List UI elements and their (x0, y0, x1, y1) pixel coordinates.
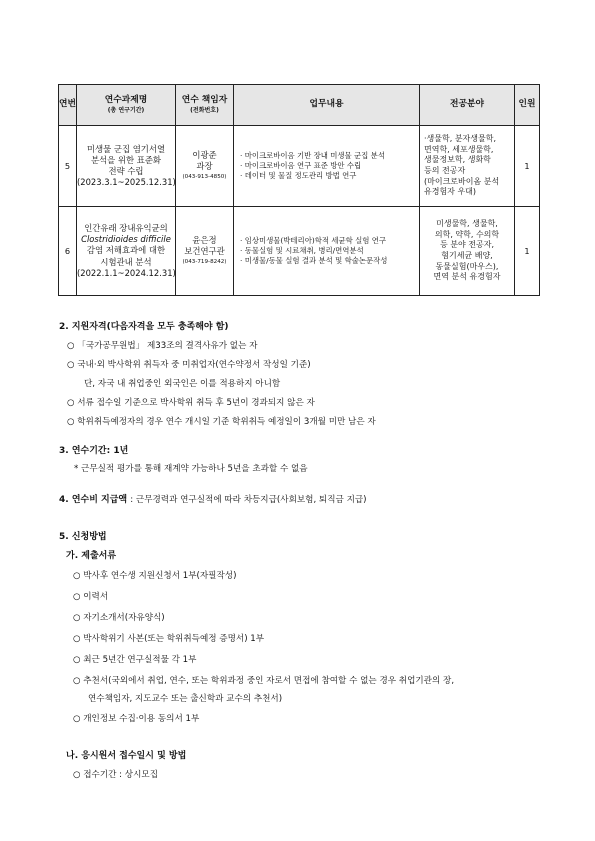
duty-item: · 임상미생물(박테리아)학적 세균학 실험 연구 (240, 236, 387, 246)
duty-cell (234, 126, 420, 207)
eligibility-item: ○ 국내·외 박사학위 취득자 중 미취업자(연수약정서 작성일 기준) (67, 360, 311, 370)
research-task-table (58, 84, 540, 296)
duty-item: · 동물실험 및 시료채취, 병리/면역분석 (240, 246, 364, 256)
section-4-text: : 근무경력과 연구실적에 따라 차등지급(사회보험, 퇴직금 지급) (130, 495, 367, 505)
duty-item: · 마이크로바이옴 연구 표준 방안 수립 (240, 161, 362, 171)
duty-item: · 미생물/동물 실험 결과 분석 및 학술논문작성 (240, 255, 388, 265)
field-line: 면역학, 세포생물학, (424, 144, 494, 154)
header-title-sub: (총 연구기간) (107, 106, 145, 114)
section-2-title: 2. 지원자격(다음자격을 모두 충족해야 함) (59, 322, 229, 332)
task-title-line: 감염 저해효과에 대한 (86, 245, 166, 256)
header-no: 연번 (59, 85, 77, 126)
field-line: 등의 전공자 (424, 166, 466, 175)
field-cell (420, 207, 515, 296)
manager-name: 이광준 (192, 150, 217, 161)
header-field: 전공분야 (420, 85, 515, 126)
task-title-cell (77, 207, 176, 296)
field-line: (마이크로바이옴 분석 (424, 176, 500, 186)
header-manager-sub: (전화번호) (190, 106, 219, 114)
document-item: ○ 최근 5년간 연구실적물 각 1부 (73, 655, 197, 665)
section-4 (59, 492, 367, 505)
field-line: 등 분야 전공자, (440, 240, 494, 250)
task-period: (2023.3.1~2025.12.31) (77, 177, 176, 188)
header-title (77, 85, 176, 126)
document-item: ○ 박사후 연수생 지원신청서 1부(자필작성) (73, 571, 237, 581)
receipt-period: ○ 접수기간 : 상시모집 (73, 770, 159, 780)
duty-item: · 마이크로바이옴 기반 장내 미생물 군집 분석 (240, 151, 385, 161)
table-header-row (59, 85, 540, 126)
document-item: ○ 추천서(국외에서 취업, 연수, 또는 학위과정 중인 자로서 면접에 참여할 수 없는 경우 취업기관의 장, (73, 676, 455, 686)
manager-phone: (043-719-8242) (182, 259, 227, 266)
period-note: * 근무실적 평가를 통해 재계약 가능하나 5년을 초과할 수 없음 (74, 464, 308, 474)
field-line: ·생물학, 분자생물학, (424, 134, 496, 144)
document-item-continued: 연수책임자, 지도교수 또는 출신학과 교수의 추천서) (88, 694, 283, 704)
row-count: 1 (515, 207, 540, 296)
manager-phone: (043-913-4850) (182, 174, 227, 181)
document-item: ○ 박사학위기 사본(또는 학위취득예정 증명서) 1부 (73, 634, 265, 644)
document-item: ○ 이력서 (73, 592, 109, 602)
header-title-label: 연수과제명 (104, 95, 148, 106)
field-line: 유경험자 우대) (424, 187, 477, 197)
document-item: ○ 개인정보 수집·이용 동의서 1부 (73, 714, 200, 724)
manager-name: 윤은정 (192, 235, 217, 246)
table-row (59, 126, 540, 207)
header-duty: 업무내용 (234, 85, 420, 126)
task-title-line: 전략 수립 (108, 166, 144, 176)
task-title-cell (77, 126, 176, 207)
duty-cell (234, 207, 420, 296)
field-line: 의학, 약학, 수의학 (434, 229, 500, 239)
document-item: ○ 자기소개서(자유양식) (73, 613, 165, 623)
row-count: 1 (515, 126, 540, 207)
section-5b-title: 나. 응시원서 접수일시 및 방법 (66, 751, 187, 761)
manager-position: 과장 (196, 161, 213, 172)
table-row (59, 207, 540, 296)
section-4-title: 4. 연수비 지급액 (59, 495, 128, 505)
task-title-species: Clostridioides difficile (81, 234, 171, 245)
task-title-line: 시험관내 분석 (100, 256, 152, 267)
header-manager-label: 연수 책임자 (181, 95, 228, 106)
eligibility-item: ○ 「국가공무원법」 제33조의 결격사유가 없는 자 (67, 341, 258, 351)
field-line: 생물정보학, 생화학 (424, 155, 491, 165)
field-line: 동물실험(마우스), (435, 261, 499, 271)
field-line: 혐기세균 배양, (441, 251, 493, 260)
header-count: 인원 (515, 85, 540, 126)
task-title-line: 미생물 군집 염기서열 (86, 143, 166, 154)
eligibility-item: ○ 서류 접수일 기준으로 박사학위 취득 후 5년이 경과되지 않은 자 (67, 398, 315, 408)
field-line: 미생물학, 생물학, (436, 219, 498, 229)
task-title-line: 분석을 위한 표준화 (90, 154, 162, 165)
duty-item: · 데이터 및 물질 정도관리 방법 연구 (240, 170, 357, 180)
row-no: 6 (59, 207, 77, 296)
header-manager (176, 85, 234, 126)
section-5-title: 5. 신청방법 (59, 532, 107, 542)
eligibility-item: ○ 학위취득예정자의 경우 연수 개시일 기준 학위취득 예정일이 3개월 미만 남은 자 (67, 417, 376, 427)
eligibility-note: 단, 자국 내 취업중인 외국인은 이를 적용하지 아니함 (84, 379, 281, 389)
field-cell (420, 126, 515, 207)
task-period: (2022.1.1~2024.12.31) (77, 267, 176, 278)
manager-cell (176, 207, 234, 296)
task-title-line: 인간유래 장내유익균의 (84, 223, 168, 234)
field-line: 면역 분석 유경험자 (433, 272, 501, 282)
manager-cell (176, 126, 234, 207)
manager-position: 보건연구관 (184, 246, 225, 257)
section-5a-title: 가. 제출서류 (66, 551, 117, 561)
section-3-title: 3. 연수기간: 1년 (59, 446, 129, 456)
row-no: 5 (59, 126, 77, 207)
